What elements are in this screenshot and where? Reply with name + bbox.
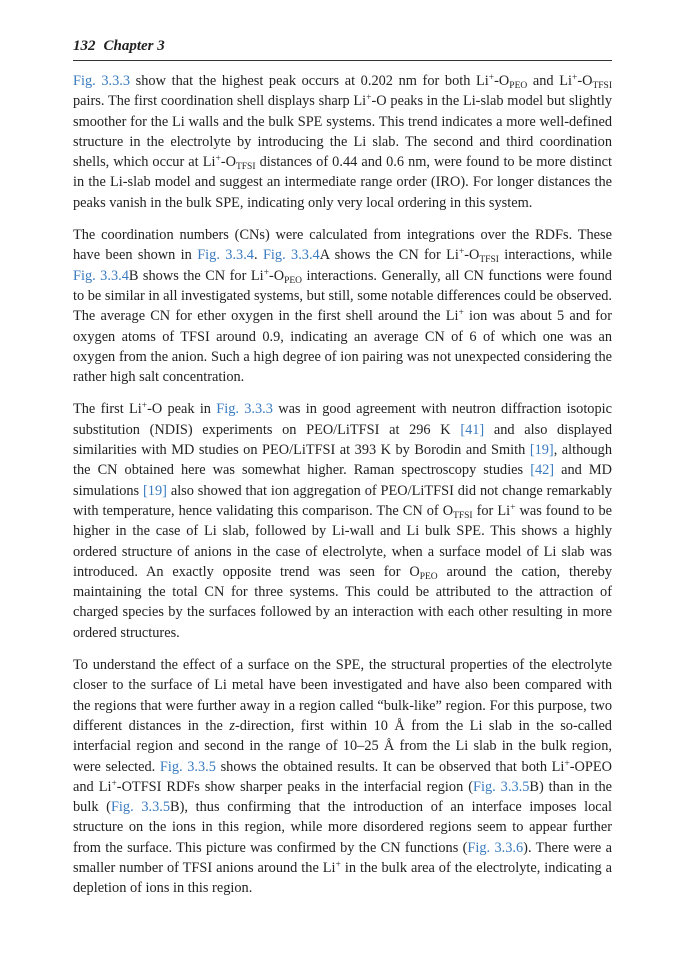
paragraph-3: The first Li+-O peak in Fig. 3.3.3 was in good agreement with neutron diffraction isotopic substitution (NDIS) experiments on PEO/LiTFSI at 296 K [41] and also displayed similarities with MD studies on PEO/LiTFSI at 393 K by Borodin and Smith [19], although the CN obtained here was somewhat higher. Raman spectroscopy studies [42] and MD simulations [19] also showed that ion aggregation of PEO/LiTFSI did not change remarkably with temperature, hence validating this comparison. The CN of $O_{TFSI}$ for Li+ was found to be higher in the case of Li slab, followed by Li-wall and Li bulk SPE. This shows a highly ordered structure of anions in the case of electrolyte, when a surface model of Li slab was introduced. An exactly opposite trend was seen for $O_{PEO}$ around the cation, thereby maintaining the total CN for three systems. This could be attributed to the attraction of charged species by the surfaces followed by an interaction with each other resulting in more ordered structures. bbox=[73, 401, 613, 641]
figure-link[interactable]: Fig. 3.3.3 bbox=[216, 401, 273, 418]
figure-link[interactable]: Fig. 3.3.6 bbox=[467, 839, 524, 856]
figure-link[interactable]: Fig. 3.3.4 bbox=[73, 267, 129, 284]
figure-link[interactable]: Fig. 3.3.5 bbox=[473, 778, 530, 795]
citation-link[interactable]: [42] bbox=[530, 462, 555, 479]
paragraph-2: The coordination numbers (CNs) were calculated from integrations over the RDFs. These have been shown in Fig. 3.3.4. Fig. 3.3.4A shows the CN for $Li^+-O_{TFSI}$ interactions, while Fig. 3.3.4B shows the CN for $Li^+-O_{PEO}$ interactions. Generally, all CN functions were found to be similar in all investigated systems, but still, some notable differences could be observed. The average CN for ether oxygen in the first shell around the Li+ ion was about 5 and for oxygen atoms of TFSI around 0.9, indicating an average CN of 6 of which one was an oxygen from the anion. Such a high degree of ion pairing was not unexpected considering the rather high salt concentration. bbox=[73, 227, 613, 386]
paragraph-4: To understand the effect of a surface on the SPE, the structural properties of the electrolyte closer to the surface of Li metal have been investigated and have also been compared with the regions that were further away in a region called “bulk-like” region. For this purpose, two different distances in the z-direction, first within 10 Å from the Li slab in the so-called interfacial region and second in the range of 10–25 Å from the Li slab in the bulk region, were selected. Fig. 3.3.5 shows the obtained results. It can be observed that both Li+-OPEO and Li+-OTFSI RDFs show sharper peaks in the interfacial region (Fig. 3.3.5B) than in the bulk (Fig. 3.3.5B), thus confirming that the introduction of an interface imposes local structure on the ions in this region, while more disordered regions seem to appear further from the surface. This picture was confirmed by the CN functions (Fig. 3.3.6). There were a smaller number of TFSI anions around the Li+ in the bulk area of the electrolyte, indicating a depletion of ions in this region. bbox=[73, 657, 612, 897]
figure-link[interactable]: Fig. 3.3.5 bbox=[110, 799, 171, 816]
running-header bbox=[73, 38, 165, 55]
chapter-title: Chapter 3 bbox=[103, 38, 165, 54]
figure-link[interactable]: Fig. 3.3.4 bbox=[262, 247, 320, 264]
figure-link[interactable]: Fig. 3.3.4 bbox=[197, 247, 254, 264]
header-rule bbox=[73, 60, 612, 61]
body-text bbox=[73, 71, 612, 911]
citation-link[interactable]: [19] bbox=[529, 442, 554, 459]
paragraph-1: Fig. 3.3.3 show that the highest peak occurs at 0.202 nm for both $Li^+-O_{PEO}$ and $Li^+-O_{TFSI}$ pairs. The first coordination shell displays sharp Li+-O peaks in the Li-slab model but slightly smoother for the Li walls and the bulk SPE systems. This trend indicates a more well-defined structure in the electrolyte by introducing the Li slab. The second and third coordination shells, which occur at $Li^+-O_{TFSI}$ distances of 0.44 and 0.6 nm, were found to be more distinct in the Li-slab model and suggest an intermediate range order (IRO). For longer distances the peaks vanish in the bulk SPE, indicating only very local ordering in this system. bbox=[73, 73, 612, 211]
citation-link[interactable]: [19] bbox=[143, 482, 167, 499]
page-number: 132 bbox=[73, 38, 96, 54]
figure-link[interactable]: Fig. 3.3.3 bbox=[73, 73, 131, 89]
figure-link[interactable]: Fig. 3.3.5 bbox=[159, 758, 216, 775]
citation-link[interactable]: [41] bbox=[460, 421, 485, 438]
